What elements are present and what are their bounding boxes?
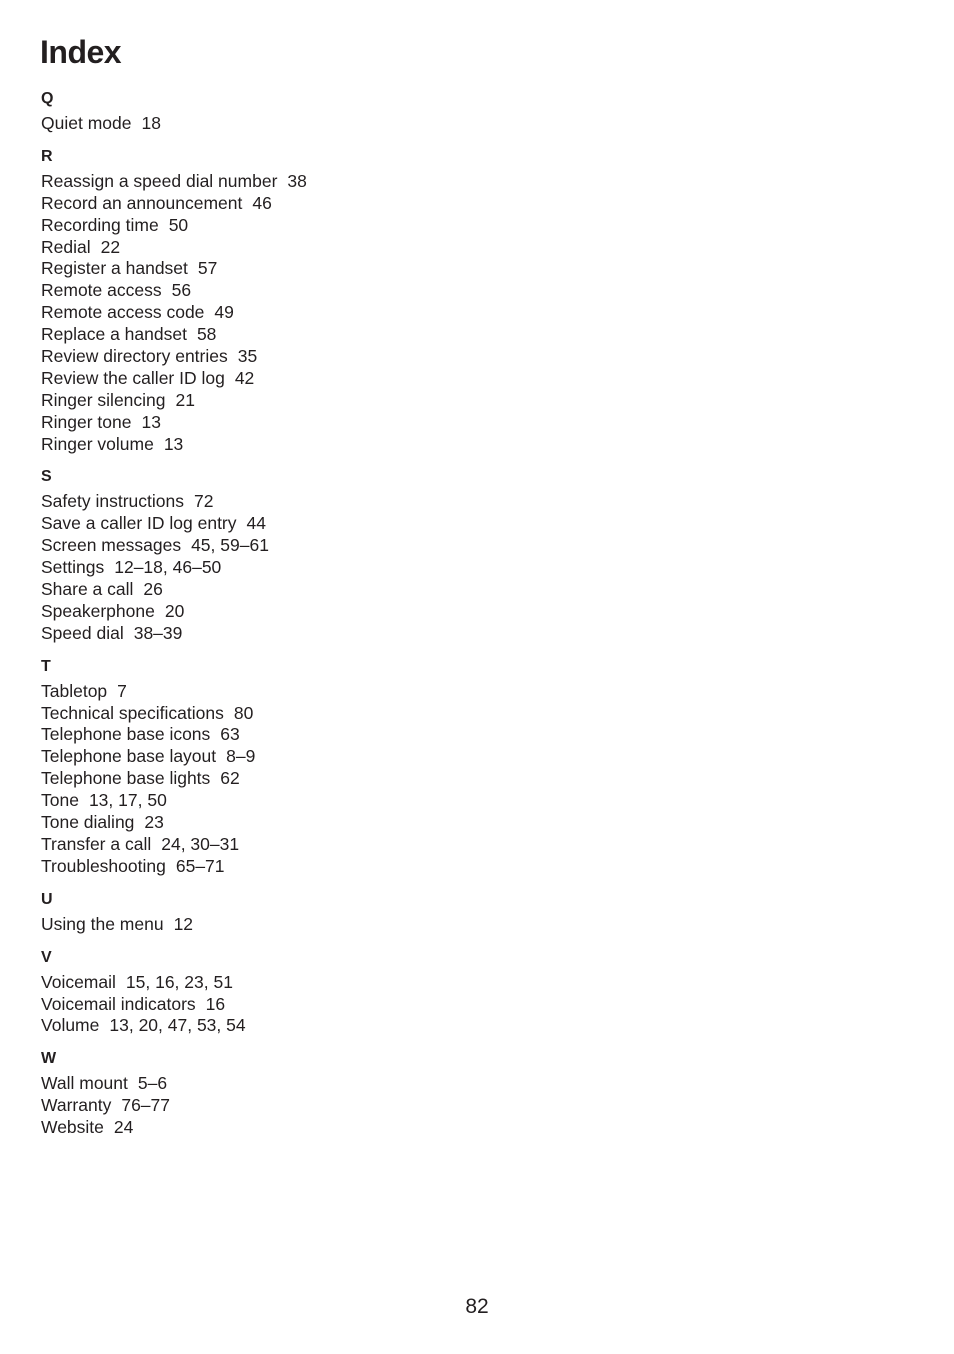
index-entry-pages: 38–39 [133, 622, 183, 643]
index-entry-pages: 45, 59–61 [191, 535, 269, 556]
index-entry [41, 703, 641, 725]
index-entry-pages: 5–6 [137, 1073, 168, 1094]
index-section-t [41, 656, 641, 878]
index-entry-pages: 13 [163, 433, 184, 454]
index-entry [41, 113, 641, 135]
index-entry-pages: 65–71 [175, 855, 225, 876]
index-entry [41, 346, 641, 368]
index-entry [41, 579, 641, 601]
index-entry-pages: 8–9 [226, 746, 256, 767]
index-entry [41, 535, 641, 557]
index-entry-pages: 26 [143, 579, 163, 600]
index-entry-term: Share a call [41, 579, 134, 600]
index-entry [41, 1095, 641, 1117]
index-entry-pages: 12 [173, 913, 194, 934]
index-entry-pages: 56 [171, 280, 192, 301]
index-entry [41, 513, 641, 535]
index-entry-pages: 76–77 [121, 1095, 171, 1116]
index-entry [41, 914, 641, 936]
index-entry-list [41, 972, 641, 1038]
index-entry-pages: 63 [220, 724, 240, 745]
index-entry-pages: 15, 16, 23, 51 [125, 971, 233, 992]
index-entry-term: Website [41, 1117, 104, 1138]
index-entry-term: Tone [41, 790, 79, 811]
index-entry-term: Remote access [41, 280, 162, 301]
index-entry [41, 491, 641, 513]
index-entry-term: Wall mount [41, 1073, 128, 1094]
index-entry-term: Speakerphone [41, 600, 155, 621]
index-entry-pages: 24, 30–31 [161, 833, 240, 854]
index-entry-term: Telephone base layout [41, 746, 217, 767]
index-entry [41, 280, 641, 302]
section-letter: W [41, 1050, 57, 1068]
index-entry-term: Voicemail indicators [41, 993, 196, 1014]
index-entry [41, 724, 641, 746]
section-letter: Q [41, 90, 54, 107]
index-entry-term: Using the menu [41, 913, 164, 934]
index-entry [41, 856, 641, 878]
index-entry-term: Register a handset [41, 258, 188, 279]
index-entry-pages: 58 [196, 324, 217, 345]
index-entry [41, 790, 641, 812]
index-entry [41, 812, 641, 834]
index-entry-pages: 49 [214, 302, 234, 323]
index-entry-pages: 13, 17, 50 [88, 790, 167, 811]
index-entry-term: Tabletop [41, 680, 108, 701]
index-section-v [41, 947, 641, 1038]
index-entry-term: Telephone base icons [41, 724, 211, 745]
index-section-w [41, 1048, 641, 1139]
index-entry [41, 390, 641, 412]
index-entry [41, 237, 641, 259]
index-entry-term: Telephone base lights [41, 768, 211, 789]
index-entry-term: Safety instructions [41, 491, 184, 512]
index-entry-list [41, 491, 641, 644]
index-entry-pages: 46 [252, 192, 272, 213]
index-entry-term: Save a caller ID log entry [41, 513, 237, 534]
index-entry-term: Warranty [41, 1095, 112, 1116]
index-entry-term: Ringer volume [41, 433, 154, 454]
index-entry-pages: 13, 20, 47, 53, 54 [109, 1015, 246, 1036]
index-entry-pages: 22 [100, 236, 121, 257]
index-entry-term: Record an announcement [41, 192, 243, 213]
index-entry [41, 601, 641, 623]
index-entry-term: Reassign a speed dial number [41, 170, 278, 191]
index-entry [41, 302, 641, 324]
index-entry-pages: 23 [144, 812, 164, 833]
section-letter: T [41, 657, 51, 675]
index-entry [41, 834, 641, 856]
index-entry-term: Remote access code [41, 302, 205, 323]
index-entry-pages: 13 [141, 411, 161, 432]
page-number: 82 [465, 1295, 489, 1318]
index-entry [41, 171, 641, 193]
index-entry-pages: 21 [175, 389, 195, 410]
index-entry-pages: 44 [246, 513, 266, 534]
index-section-r [41, 146, 641, 456]
index-entry-list [41, 914, 641, 936]
index-entry [41, 193, 641, 215]
index-entry [41, 681, 641, 703]
index-entry-list [41, 681, 641, 878]
index-entry-pages: 18 [141, 113, 161, 133]
index-entry-term: Ringer silencing [41, 389, 166, 410]
index-entry [41, 557, 641, 579]
index-entry [41, 746, 641, 768]
index-section-u [41, 889, 641, 936]
index-entry-pages: 20 [164, 600, 185, 621]
index-body [41, 88, 641, 1150]
index-entry [41, 1015, 641, 1037]
index-entry [41, 324, 641, 346]
index-entry-term: Voicemail [41, 971, 116, 992]
index-entry-pages: 42 [234, 367, 255, 388]
index-entry-term: Transfer a call [41, 833, 152, 854]
index-entry-pages: 16 [205, 993, 226, 1014]
index-entry-pages: 50 [168, 214, 189, 235]
index-entry-pages: 80 [233, 702, 254, 723]
index-entry-term: Recording time [41, 214, 159, 235]
index-entry [41, 994, 641, 1016]
index-entry-pages: 35 [237, 346, 258, 367]
index-entry-term: Technical specifications [41, 702, 224, 723]
index-entry-term: Redial [41, 236, 91, 257]
page-title: Index [40, 34, 122, 70]
index-entry-list [41, 171, 641, 456]
index-entry-term: Replace a handset [41, 324, 187, 345]
index-entry [41, 434, 641, 456]
index-entry-term: Settings [41, 557, 105, 578]
index-entry-pages: 57 [197, 258, 218, 279]
index-entry [41, 258, 641, 280]
index-entry-term: Troubleshooting [41, 855, 166, 876]
section-letter: V [41, 948, 52, 966]
index-entry-term: Speed dial [41, 622, 124, 643]
index-entry [41, 1117, 641, 1139]
index-entry-term: Volume [41, 1015, 100, 1036]
index-entry-list [41, 113, 641, 135]
section-letter: S [41, 468, 52, 486]
index-entry [41, 768, 641, 790]
index-entry-term: Review the caller ID log [41, 367, 225, 388]
index-entry [41, 972, 641, 994]
index-entry-pages: 24 [113, 1117, 134, 1138]
index-entry-term: Quiet mode [41, 113, 132, 133]
index-entry [41, 1073, 641, 1095]
index-section-s [41, 466, 641, 644]
index-entry-term: Ringer tone [41, 411, 132, 432]
index-entry [41, 368, 641, 390]
index-entry-term: Tone dialing [41, 812, 135, 833]
section-letter: R [41, 147, 53, 165]
index-entry-term: Review directory entries [41, 346, 228, 367]
index-entry [41, 623, 641, 645]
index-entry [41, 412, 641, 434]
index-entry-pages: 7 [117, 680, 127, 701]
index-entry-pages: 62 [220, 768, 240, 789]
index-entry-term: Screen messages [41, 535, 182, 556]
index-entry-pages: 38 [287, 170, 307, 191]
index-entry-pages: 72 [193, 491, 214, 512]
index-entry-list [41, 1073, 641, 1139]
section-letter: U [41, 890, 53, 908]
index-section-q [41, 88, 641, 135]
index-entry-pages: 12–18, 46–50 [114, 557, 222, 578]
index-entry [41, 215, 641, 237]
